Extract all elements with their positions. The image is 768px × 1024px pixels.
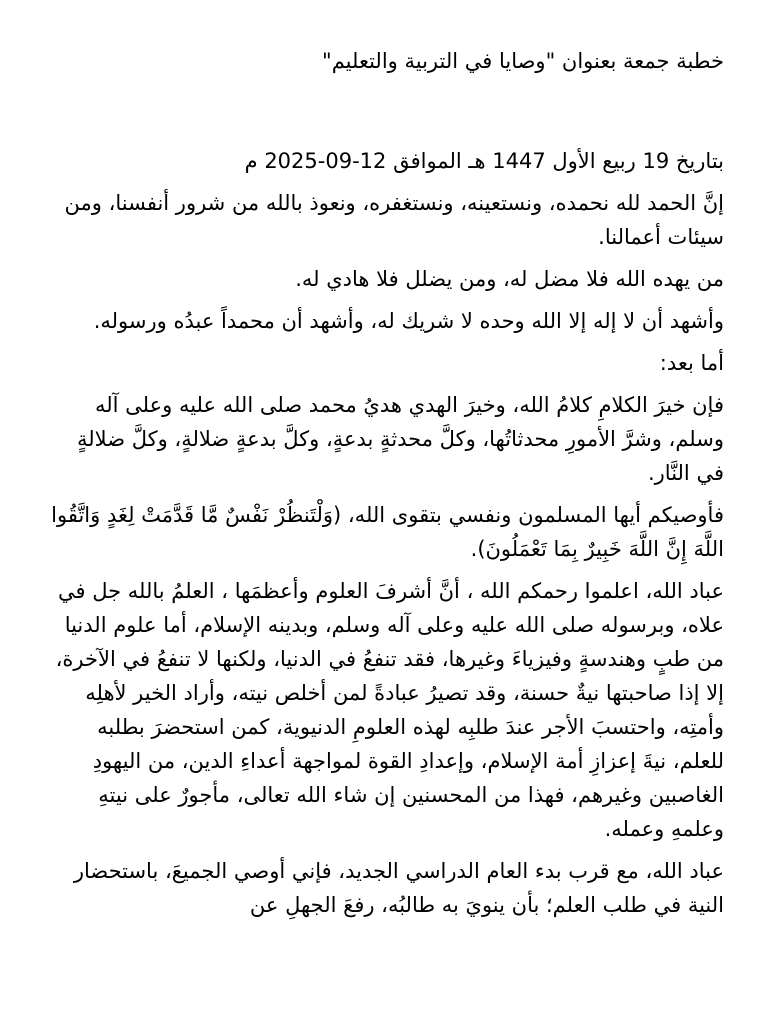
document-date: بتاريخ 19 ربيع الأول 1447 هـ الموافق 12-09-2025 م: [244, 149, 724, 173]
paragraph-school-year: عباد الله، مع قرب بدء العام الدراسي الجديد، فإني أوصي الجميعَ، باستحضار النية في طلب العلم؛ بأن ينويَ به طالبُه، رفعَ الجهلِ عن: [73, 859, 724, 917]
sermon-document: [44, 44, 724, 930]
paragraph-amma-baad: أما بعد:: [659, 351, 724, 375]
paragraph-taqwa: فأوصيكم أيها المسلمون ونفسي بتقوى الله، (وَلْتَنظُرْ نَفْسٌ مَّا قَدَّمَتْ لِغَدٍ وَاتَّقُوا اللَّهَ إِنَّ اللَّهَ خَبِيرٌ بِمَا تَعْمَلُونَ).: [51, 503, 724, 561]
paragraph-testimony: وأشهد أن لا إله إلا الله وحده لا شريك له، وأشهد أن محمداً عبدُه ورسوله.: [93, 309, 724, 333]
document-title: خطبة جمعة بعنوان "وصايا في التربية والتعليم": [322, 49, 724, 73]
paragraph-best-speech: فإن خيرَ الكلامِ كلامُ الله، وخيرَ الهدي هديُ محمد صلى الله عليه وعلى آله وسلم، وشرَّ الأمورِ محدثاتُها، وكلَّ محدثةٍ بدعةٍ، وكلَّ بدعةٍ ضلالةٍ، وكلَّ ضلالةٍ في النَّار.: [77, 393, 724, 485]
paragraph-opening-praise: إنَّ الحمد لله نحمده، ونستعينه، ونستغفره، ونعوذ بالله من شرور أنفسنا، ومن سيئات أعمالنا.: [64, 191, 724, 249]
paragraph-guidance: من يهده الله فلا مضل له، ومن يضلل فلا هادي له.: [295, 267, 724, 291]
paragraph-knowledge: عباد الله، اعلموا رحمكم الله ، أنَّ أشرفَ العلوم وأعظمَها ، العلمُ بالله جل في علاه، وبرسوله صلى الله عليه وعلى آله وسلم، وبدينه الإسلام، أما علوم الدنيا من طبٍ وهندسةٍ وفيزياءَ وغيرها، فقد تنفعُ في الدنيا، ولكنها لا تنفعُ في الآخرة، إلا إذا صاحبتها نيةٌ حسنة، وقد تصيرُ عبادةً لمن أخلص نيته، وأراد الخير لأهلِه وأمتِه، واحتسبَ الأجر عندَ طلبِه لهذه العلومِ الدنيوية، كمن استحضرَ بطلبه للعلم، نيةَ إعزازِ أمة الإسلام، وإعدادِ القوة لمواجهة أعداءِ الدين، من اليهودِ الغاصبين وغيرهم، فهذا من المحسنين إن شاء الله تعالى، مأجورٌ على نيتهِ وعلمهِ وعمله.: [55, 579, 724, 841]
